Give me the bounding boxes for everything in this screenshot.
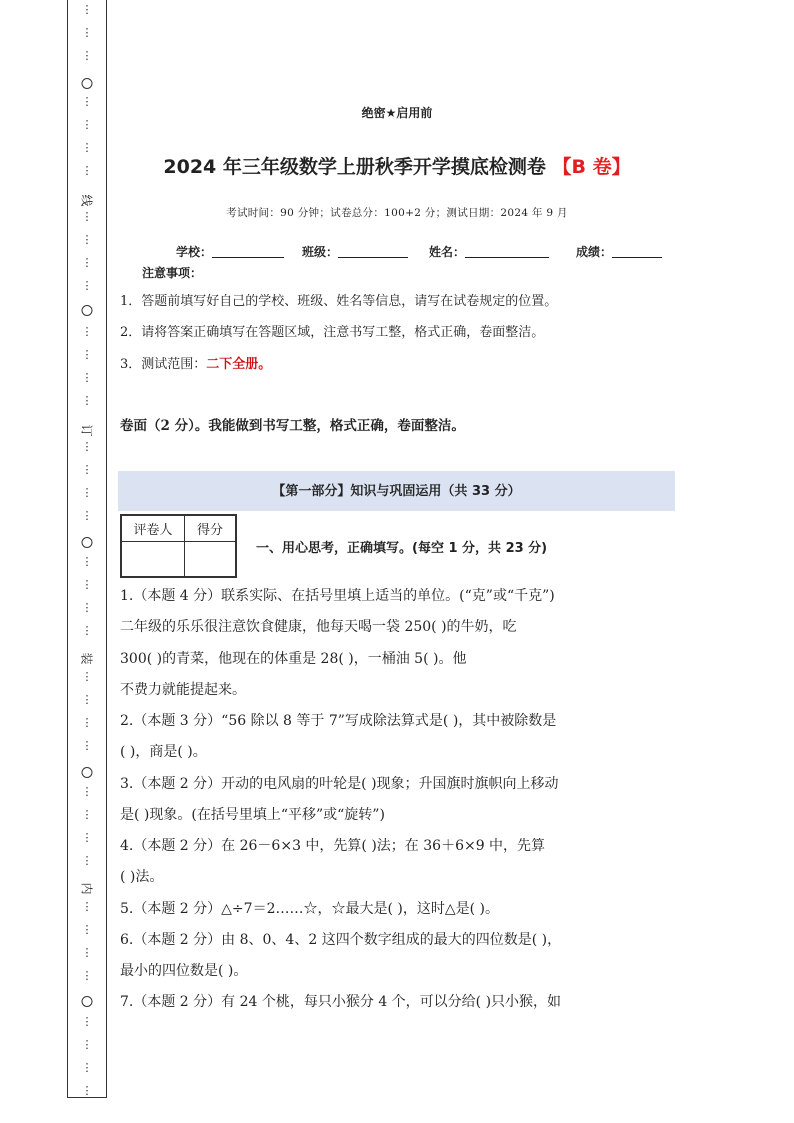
binding-dots: ⋮ xyxy=(81,969,93,982)
question-line: 不费力就能提起来。 xyxy=(120,682,246,698)
binding-dots: ⋮ xyxy=(81,394,93,407)
neatness-statement: 卷面（2 分）。我能做到书写工整，格式正确，卷面整洁。 xyxy=(120,418,465,434)
binding-circle xyxy=(82,996,93,1007)
binding-circle xyxy=(82,78,93,89)
school-blank[interactable] xyxy=(212,245,284,258)
binding-dots: ⋮ xyxy=(81,716,93,729)
score-label: 成绩： xyxy=(576,245,613,259)
question-line: 300( )的青菜，他现在的体重是 28( )，一桶油 5( )。他 xyxy=(120,651,467,667)
binding-dots: ⋮ xyxy=(81,233,93,246)
binding-dots: ⋮ xyxy=(81,440,93,453)
binding-circle xyxy=(82,767,93,778)
binding-dots: ⋮ xyxy=(81,210,93,223)
exam-title xyxy=(0,152,794,179)
notice-item-3-prefix: 3．测试范围： xyxy=(120,357,207,372)
binding-dots: ⋮ xyxy=(81,670,93,683)
binding-dots: ⋮ xyxy=(81,486,93,499)
question-line: 2.（本题 3 分）“56 除以 8 等于 7”写成除法算式是( )，其中被除数是 xyxy=(120,713,557,729)
score-cell-label: 得分 xyxy=(185,515,237,542)
binding-dots: ⋮ xyxy=(81,118,93,131)
binding-dots: ⋮ xyxy=(81,141,93,154)
binding-dots: ⋮ xyxy=(81,578,93,591)
notice-item-2: 2．请将答案正确填写在答题区域，注意书写工整，格式正确，卷面整洁。 xyxy=(120,325,545,340)
binding-dots: ⋮ xyxy=(81,1015,93,1028)
question-line: 7.（本题 2 分）有 24 个桃，每只小猴分 4 个，可以分给( )只小猴，如 xyxy=(120,994,562,1010)
binding-word: 内 xyxy=(79,882,94,895)
binding-dots: ⋮ xyxy=(81,256,93,269)
binding-circle xyxy=(82,537,93,548)
grader-label: 评卷人 xyxy=(121,515,185,542)
school-field[interactable] xyxy=(176,243,284,260)
question-line: ( )法。 xyxy=(120,869,164,885)
binding-dots: ⋮ xyxy=(81,371,93,384)
name-blank[interactable] xyxy=(465,245,549,258)
binding-dots: ⋮ xyxy=(81,95,93,108)
name-field[interactable] xyxy=(429,243,549,260)
notice-item-1: 1．答题前填写好自己的学校、班级、姓名等信息，请写在试卷规定的位置。 xyxy=(120,294,558,309)
section-one-heading: 一、用心思考，正确填写。(每空 1 分，共 23 分) xyxy=(256,541,548,556)
school-label: 学校： xyxy=(176,245,213,259)
binding-dots: ⋮ xyxy=(81,900,93,913)
name-label: 姓名： xyxy=(429,245,466,259)
question-line: 二年级的乐乐很注意饮食健康，他每天喝一袋 250( )的牛奶，吃 xyxy=(120,619,517,635)
binding-dots: ⋮ xyxy=(81,325,93,338)
part-one-banner: 【第一部分】知识与巩固运用（共 33 分） xyxy=(118,471,675,511)
question-line: 5.（本题 2 分）△÷7＝2……☆，☆最大是( )，这时△是( )。 xyxy=(120,901,499,917)
binding-word: 线 xyxy=(79,194,94,207)
notice-heading: 注意事项： xyxy=(142,266,203,280)
binding-dots: ⋮ xyxy=(81,601,93,614)
binding-dots: ⋮ xyxy=(81,739,93,752)
question-line: 1.（本题 4 分）联系实际、在括号里填上适当的单位。(“克”或“千克”) xyxy=(120,588,555,604)
binding-dots: ⋮ xyxy=(81,923,93,936)
exam-meta: 考试时间：90 分钟；试卷总分：100+2 分；测试日期：2024 年 9 月 xyxy=(226,207,568,219)
binding-dots: ⋮ xyxy=(81,808,93,821)
test-scope: 二下全册。 xyxy=(206,357,272,372)
class-blank[interactable] xyxy=(338,245,408,258)
class-label: 班级： xyxy=(302,245,339,259)
binding-dots: ⋮ xyxy=(81,1084,93,1097)
notice-item-3 xyxy=(120,353,271,372)
binding-dots: ⋮ xyxy=(81,624,93,637)
binding-word: 订 xyxy=(79,424,94,437)
binding-dots: ⋮ xyxy=(81,555,93,568)
question-line: 是( )现象。(在括号里填上“平移”或“旋转”) xyxy=(120,807,385,823)
question-line: 3.（本题 2 分）开动的电风扇的叶轮是( )现象；升国旗时旗帜向上移动 xyxy=(120,776,559,792)
binding-dots: ⋮ xyxy=(81,49,93,62)
binding-dots: ⋮ xyxy=(81,946,93,959)
binding-dots: ⋮ xyxy=(81,3,93,16)
binding-dots: ⋮ xyxy=(81,164,93,177)
score-blank[interactable] xyxy=(612,245,662,258)
binding-dots: ⋮ xyxy=(81,1038,93,1051)
binding-dots: ⋮ xyxy=(81,785,93,798)
question-line: 6.（本题 2 分）由 8、0、4、2 这四个数字组成的最大的四位数是( )， xyxy=(120,932,562,948)
class-field[interactable] xyxy=(302,243,408,260)
binding-dots: ⋮ xyxy=(81,1061,93,1074)
binding-circle xyxy=(82,305,93,316)
exam-version-tag: 【B 卷】 xyxy=(552,156,631,178)
binding-dots: ⋮ xyxy=(81,831,93,844)
binding-dots: ⋮ xyxy=(81,463,93,476)
score-field[interactable] xyxy=(576,243,662,260)
question-line: ( )，商是( )。 xyxy=(120,744,207,760)
question-line: 4.（本题 2 分）在 26－6×3 中，先算( )法；在 36＋6×9 中，先算 xyxy=(120,838,546,854)
binding-dots: ⋮ xyxy=(81,693,93,706)
binding-dots: ⋮ xyxy=(81,854,93,867)
binding-dots: ⋮ xyxy=(81,509,93,522)
binding-dots: ⋮ xyxy=(81,348,93,361)
score-cell[interactable] xyxy=(185,542,237,578)
binding-dots: ⋮ xyxy=(81,279,93,292)
binding-dots: ⋮ xyxy=(81,26,93,39)
grader-score-table xyxy=(120,514,237,578)
question-line: 最小的四位数是( )。 xyxy=(120,963,248,979)
binding-word: 装 xyxy=(79,652,94,665)
exam-title-main: 2024 年三年级数学上册秋季开学摸底检测卷 xyxy=(163,156,546,178)
confidential-label: 绝密★启用前 xyxy=(361,106,433,120)
grader-cell[interactable] xyxy=(121,542,185,578)
